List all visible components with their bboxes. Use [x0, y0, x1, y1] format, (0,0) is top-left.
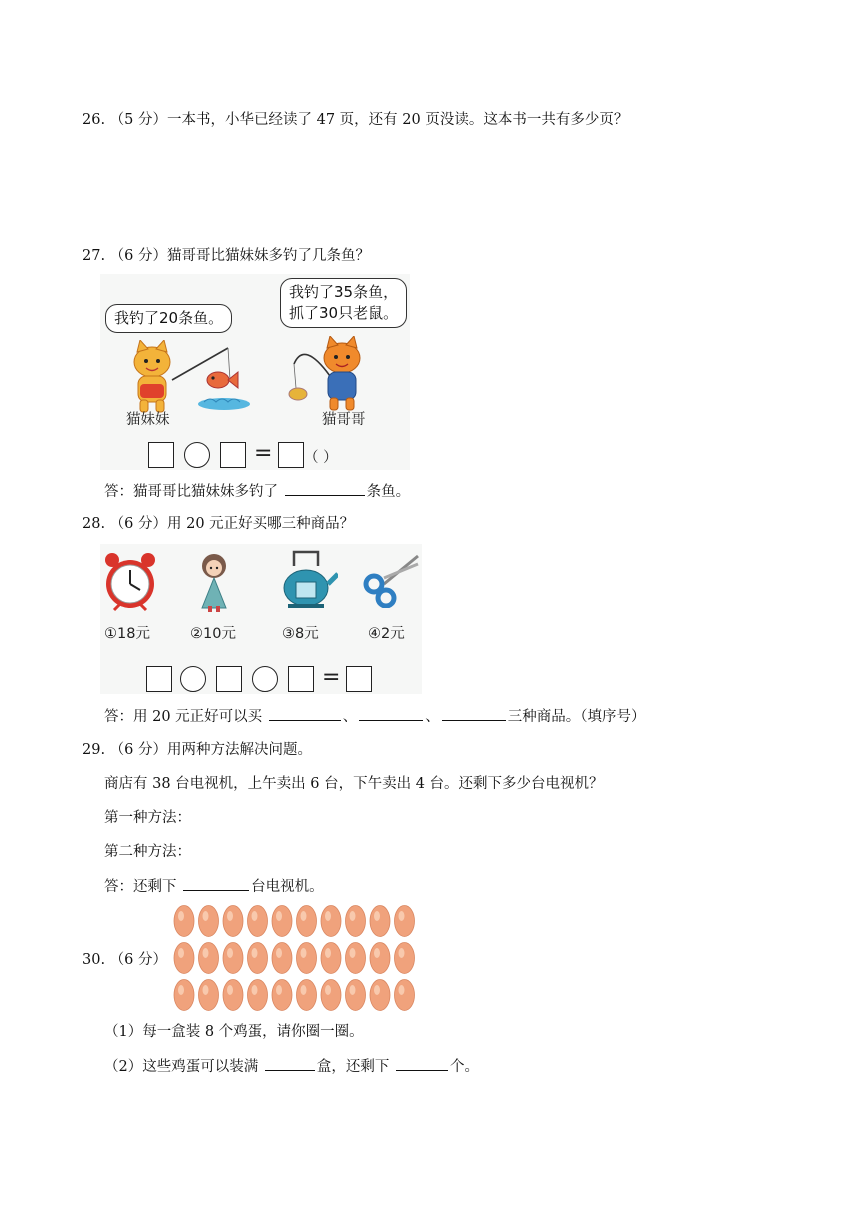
egg	[272, 980, 292, 1011]
egg	[199, 943, 219, 974]
part-2-text-b: 盒，还剩下	[316, 1059, 394, 1075]
egg	[199, 980, 219, 1011]
part-2-text-c: 个。	[449, 1059, 479, 1075]
egg	[321, 906, 341, 937]
answer-27-prefix: 答：猫哥哥比猫妹妹多钓了	[104, 484, 283, 500]
egg-highlight	[374, 948, 380, 958]
egg-highlight	[178, 911, 184, 921]
egg-highlight	[276, 985, 282, 995]
caption-cat-sister: 猫妹妹	[126, 412, 170, 428]
equation-box-3	[288, 666, 314, 692]
egg	[248, 943, 268, 974]
doll-icon	[192, 552, 236, 614]
alarm-clock-icon	[102, 552, 158, 614]
egg	[321, 943, 341, 974]
answer-27	[104, 481, 410, 502]
answer-28-prefix: 答：用 20 元正好可以买	[104, 709, 267, 725]
answer-28-sep-1: 、	[342, 709, 358, 725]
egg-highlight	[350, 948, 356, 958]
egg	[174, 906, 194, 937]
cat-brother-icon	[286, 336, 382, 416]
equation-box-1	[148, 442, 174, 468]
price-item-4: ④2元	[368, 626, 405, 642]
method-2-label: 第二种方法：	[104, 844, 191, 860]
egg-highlight	[227, 985, 233, 995]
method-1-label: 第一种方法：	[104, 810, 191, 826]
answer-28-blank-3[interactable]	[442, 706, 506, 721]
equation-result-box	[346, 666, 372, 692]
question-26: 26. （5 分）一本书，小华已经读了 47 页，还有 20 页没读。这本书一共有多少页？	[82, 112, 629, 128]
egg-highlight	[325, 911, 331, 921]
egg-highlight	[350, 985, 356, 995]
egg-highlight	[227, 911, 233, 921]
egg	[370, 980, 390, 1011]
egg	[223, 906, 243, 937]
egg	[346, 906, 366, 937]
egg-highlight	[325, 985, 331, 995]
equation-operator-circle-1	[180, 666, 206, 692]
egg-highlight	[203, 911, 209, 921]
egg	[223, 980, 243, 1011]
egg-highlight	[301, 911, 307, 921]
egg	[395, 943, 415, 974]
caption-cat-brother: 猫哥哥	[322, 412, 366, 428]
egg-highlight	[399, 985, 405, 995]
bubble-brother-line1: 我钓了35条鱼，	[289, 283, 399, 301]
egg	[321, 980, 341, 1011]
fishing-cats-figure	[100, 274, 410, 470]
egg	[297, 906, 317, 937]
egg	[346, 943, 366, 974]
equation-operator-circle-2	[252, 666, 278, 692]
egg-highlight	[374, 911, 380, 921]
egg	[297, 943, 317, 974]
boxes-count-blank[interactable]	[265, 1056, 315, 1071]
answer-28	[104, 706, 646, 727]
part-2-text-a: （2）这些鸡蛋可以装满	[104, 1059, 263, 1075]
kettle-icon	[274, 548, 338, 610]
fish-icon	[198, 368, 254, 412]
egg-highlight	[399, 948, 405, 958]
speech-bubble-brother	[280, 278, 407, 328]
price-item-3: ③8元	[282, 626, 319, 642]
egg-highlight	[276, 948, 282, 958]
question-30-part-1: （1）每一盒装 8 个鸡蛋，请你圈一圈。	[104, 1024, 364, 1040]
egg-highlight	[325, 948, 331, 958]
equals-sign: =	[322, 665, 341, 690]
egg	[174, 980, 194, 1011]
egg-highlight	[227, 948, 233, 958]
egg	[174, 943, 194, 974]
answer-29-blank[interactable]	[183, 876, 249, 891]
egg	[272, 906, 292, 937]
goods-figure	[100, 544, 422, 694]
egg-highlight	[252, 948, 258, 958]
egg	[346, 980, 366, 1011]
price-item-2: ②10元	[190, 626, 236, 642]
egg	[248, 980, 268, 1011]
bubble-sister-text: 我钓了20条鱼。	[114, 309, 224, 327]
egg-highlight	[252, 985, 258, 995]
answer-29-prefix: 答：还剩下	[104, 879, 182, 895]
question-27: 27. （6 分）猫哥哥比猫妹妹多钓了几条鱼？	[82, 248, 371, 264]
answer-28-sep-2: 、	[425, 709, 440, 725]
egg-highlight	[178, 985, 184, 995]
speech-bubble-sister	[105, 304, 232, 333]
scissors-icon	[362, 554, 420, 608]
answer-27-blank[interactable]	[285, 481, 365, 496]
question-30-part-2	[104, 1056, 479, 1077]
egg-highlight	[276, 911, 282, 921]
egg	[248, 906, 268, 937]
remaining-eggs-blank[interactable]	[396, 1056, 448, 1071]
egg-highlight	[252, 911, 258, 921]
egg	[223, 943, 243, 974]
question-29: 29. （6 分）用两种方法解决问题。	[82, 742, 313, 758]
unit-parentheses: （ ）	[304, 450, 338, 466]
egg-highlight	[178, 948, 184, 958]
question-30: 30. （6 分）	[82, 952, 168, 968]
equals-sign: =	[254, 441, 273, 466]
equation-result-box	[278, 442, 304, 468]
egg	[370, 943, 390, 974]
egg-highlight	[301, 985, 307, 995]
answer-29	[104, 876, 324, 897]
egg	[297, 980, 317, 1011]
equation-operator-circle	[184, 442, 210, 468]
egg	[199, 906, 219, 937]
egg-highlight	[350, 911, 356, 921]
answer-28-blank-2[interactable]	[359, 706, 423, 721]
bubble-brother-line2: 抓了30只老鼠。	[289, 304, 399, 322]
equation-box-2	[216, 666, 242, 692]
egg	[370, 906, 390, 937]
answer-27-suffix: 条鱼。	[366, 484, 411, 500]
eggs-grid	[172, 904, 426, 1014]
egg-highlight	[203, 948, 209, 958]
egg-highlight	[203, 985, 209, 995]
egg	[272, 943, 292, 974]
question-28: 28. （6 分）用 20 元正好买哪三种商品？	[82, 516, 355, 532]
answer-28-blank-1[interactable]	[269, 706, 341, 721]
egg-highlight	[399, 911, 405, 921]
egg	[395, 980, 415, 1011]
answer-28-suffix: 三种商品。（填序号）	[507, 709, 646, 725]
equation-box-2	[220, 442, 246, 468]
answer-29-suffix: 台电视机。	[251, 879, 324, 895]
question-29-problem: 商店有 38 台电视机，上午卖出 6 台，下午卖出 4 台。还剩下多少台电视机？	[104, 776, 604, 792]
egg-highlight	[301, 948, 307, 958]
egg-highlight	[374, 985, 380, 995]
price-item-1: ①18元	[104, 626, 150, 642]
egg	[395, 906, 415, 937]
equation-box-1	[146, 666, 172, 692]
